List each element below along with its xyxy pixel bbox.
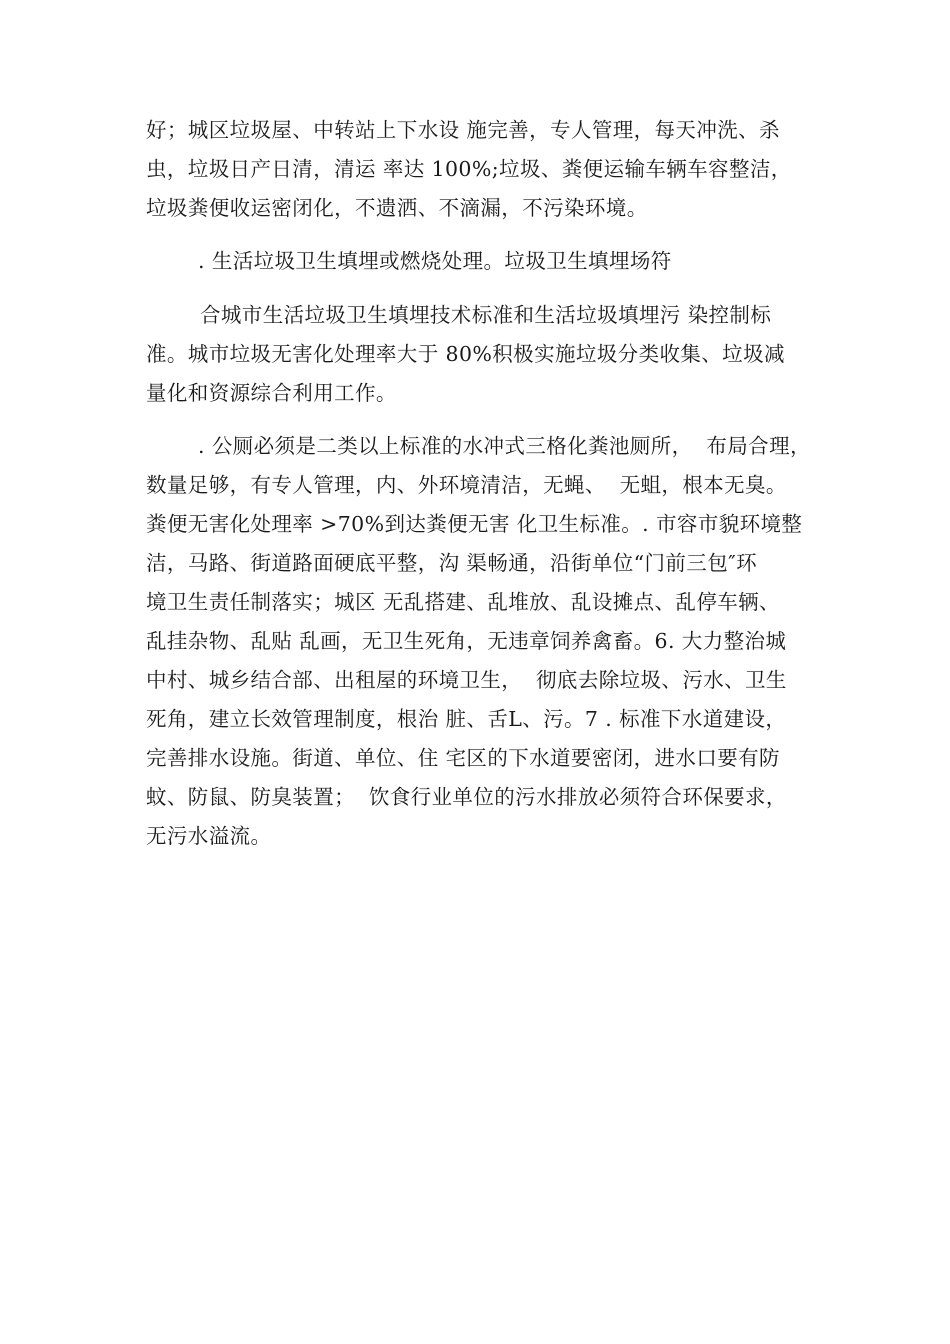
- text-line-13: 乱挂杂物、乱贴 乱画，无卫生死角，无违章饲养禽畜。6. 大力整治城: [146, 629, 787, 653]
- text-line-10: 粪便无害化处理率 >70%到达粪便无害 化卫生标准。. 市容市貌环境整: [146, 512, 803, 536]
- text-line-12: 境卫生责任制落实；城区 无乱搭建、乱堆放、乱设摊点、乱停车辆、: [146, 590, 780, 614]
- text-line-8: . 公厕必须是二类以上标准的水冲式三格化粪池厕所， 布局合理，: [198, 434, 811, 458]
- text-line-7: 量化和资源综合利用工作。: [146, 381, 397, 405]
- text-line-11: 洁，马路、街道路面硬底平整，沟 渠畅通，沿街单位“门前三包″环: [146, 551, 758, 575]
- text-line-3: 垃圾粪便收运密闭化，不遗洒、不滴漏，不污染环境。: [146, 196, 648, 220]
- text-line-9: 数量足够，有专人管理，内、外环境清洁，无蝇、 无蛆，根本无臭。: [146, 473, 787, 497]
- text-line-4: . 生活垃圾卫生填埋或燃烧处理。垃圾卫生填埋场符: [198, 249, 672, 273]
- text-line-14: 中村、城乡结合部、出租屋的环境卫生， 彻底去除垃圾、污水、卫生: [146, 668, 787, 692]
- text-line-16: 完善排水设施。街道、单位、住 宅区的下水道要密闭，进水口要有防: [146, 746, 780, 770]
- text-line-1: 好；城区垃圾屋、中转站上下水设 施完善，专人管理，每天冲洗、杀: [146, 118, 780, 142]
- text-line-6: 准。城市垃圾无害化处理率大于 80%积极实施垃圾分类收集、垃圾减: [146, 342, 785, 366]
- text-line-15: 死角，建立长效管理制度，根治 脏、舌L、污。7 . 标准下水道建设，: [146, 707, 787, 731]
- text-line-2: 虫，垃圾日产日清，清运 率达 100%;垃圾、粪便运输车辆车容整洁，: [146, 157, 792, 181]
- text-line-17: 蚊、防鼠、防臭装置； 饮食行业单位的污水排放必须符合环保要求，: [146, 785, 787, 809]
- text-line-18: 无污水溢流。: [146, 824, 272, 848]
- text-line-5: 合城市生活垃圾卫生填埋技术标准和生活垃圾填埋污 染控制标: [200, 303, 772, 327]
